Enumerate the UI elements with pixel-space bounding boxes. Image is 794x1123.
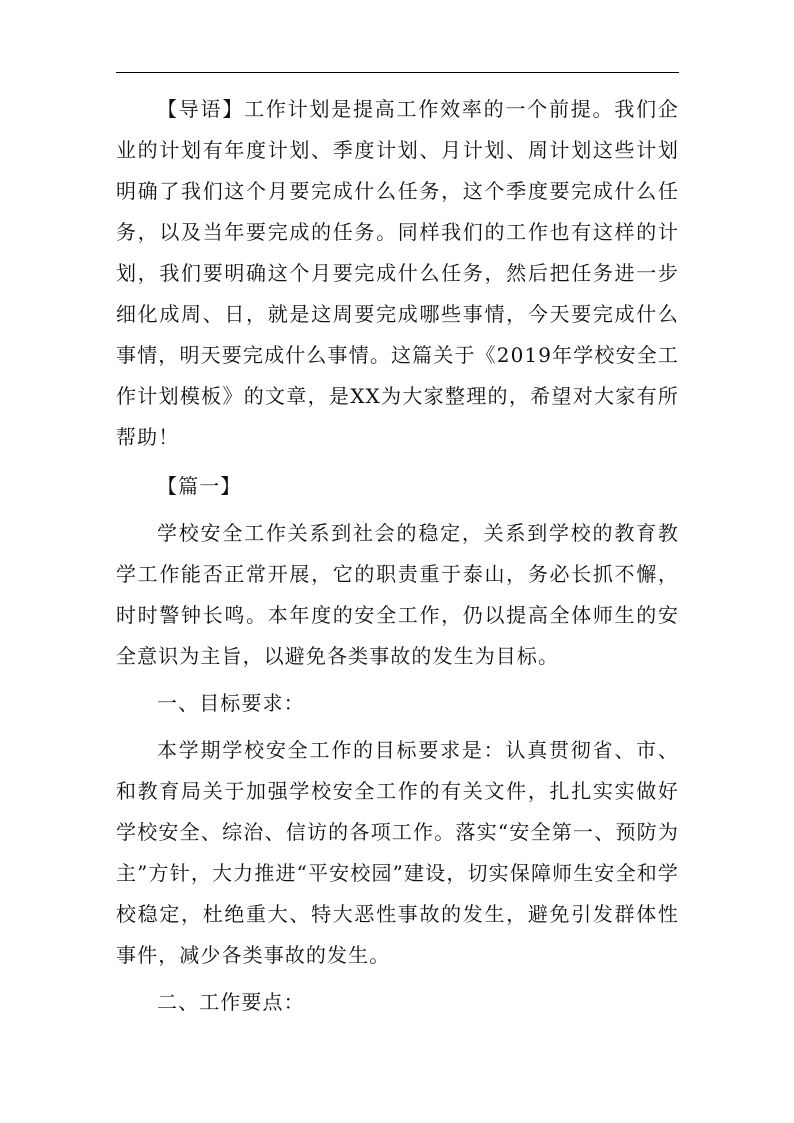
heading-goal: 一、目标要求： — [157, 691, 305, 715]
heading-key-points: 二、工作要点： — [157, 990, 305, 1014]
intro-paragraph: 【导语】工作计划是提高工作效率的一个前提。我们企业的计划有年度计划、季度计划、月计划、周计划这些计划明确了我们这个月要完成什么任务，这个季度要完成什么任务，以及当年要完成的任务。同样我们的工作也有这样的计划，我们要明确这个月要完成什么任务，然后把任务进一步细化成周、日，就是这周要完成哪些事情，今天要完成什么事情，明天要完成什么事情。这篇关于《2019年学校安全工作计划模板》的文章，是XX为大家整理的，希望对大家有所帮助！ — [116, 97, 679, 449]
section-paragraph: 学校安全工作关系到社会的稳定，关系到学校的教育教学工作能否正常开展，它的职责重于泰山，务必长抓不懈，时时警钟长鸣。本年度的安全工作，仍以提高全体师生的安全意识为主旨，以避免各类事故的发生为目标。 — [116, 521, 679, 668]
header-rule — [116, 72, 679, 73]
document-body — [116, 89, 679, 1023]
spacer — [116, 458, 679, 466]
section-title: 【篇一】 — [157, 474, 242, 498]
goal-paragraph: 本学期学校安全工作的目标要求是：认真贯彻省、市、和教育局关于加强学校安全工作的有关文件，扎扎实实做好学校安全、综治、信访的各项工作。落实“安全第一、预防为主”方针，大力推进“平安校园”建设，切实保障师生安全和学校稳定，杜绝重大、特大恶性事故的发生，避免引发群体性事件，减少各类事故的发生。 — [116, 738, 679, 967]
